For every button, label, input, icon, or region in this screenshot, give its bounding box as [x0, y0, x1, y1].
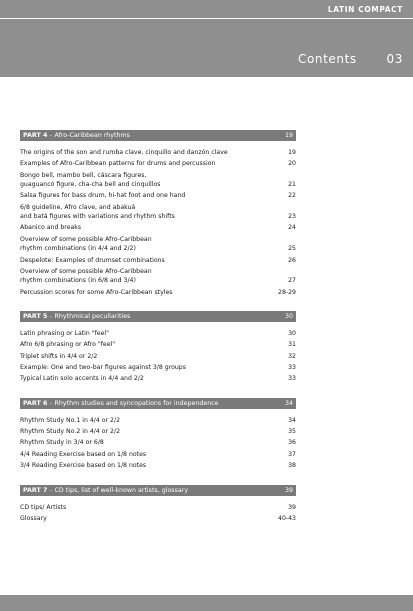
toc-entry-page: 35	[288, 428, 296, 436]
part-separator: –	[47, 313, 55, 321]
part-name: Rhythm studies and syncopations for independence	[54, 399, 219, 407]
toc-entry-page: 37	[288, 450, 296, 458]
toc-entry[interactable]	[20, 267, 296, 286]
page-title: Contents	[298, 52, 357, 66]
toc-entry-title: Triplet shifts in 4/4 or 2/2	[20, 352, 98, 360]
part-number: PART 6	[23, 399, 48, 407]
toc-entry-title: CD tips/ Artists	[20, 503, 67, 511]
page-footer	[0, 595, 413, 611]
toc-entry[interactable]	[20, 171, 296, 190]
toc-section	[20, 130, 296, 297]
toc-entry-page: 21	[288, 181, 296, 189]
part-title	[23, 132, 130, 139]
part-title	[23, 313, 130, 320]
toc-entry-page: 25	[288, 245, 296, 253]
toc-entry-page: 30	[288, 330, 296, 338]
page-header	[0, 0, 413, 77]
toc-entry-page: 22	[288, 192, 296, 200]
toc-entry-title: Rhythm Study in 3/4 or 6/8	[20, 439, 104, 447]
part-number: PART 5	[23, 313, 48, 321]
toc-entry[interactable]	[20, 503, 296, 513]
toc-section	[20, 311, 296, 384]
toc-entry-title: 6/8 guideline, Afro clave, and abakuá and batá figures with variations and rhythm shifts	[20, 203, 175, 221]
part-separator: –	[47, 132, 55, 139]
toc-entry[interactable]	[20, 427, 296, 437]
part-number: PART 4	[23, 132, 48, 139]
part-page-number: 30	[284, 313, 293, 321]
toc-entry[interactable]	[20, 514, 296, 524]
toc-entry[interactable]	[20, 191, 296, 201]
part-name: CD tips, list of well-known artists, glossary	[54, 486, 189, 494]
part-header	[20, 485, 296, 496]
toc-entry-page: 33	[288, 375, 296, 383]
toc-entry[interactable]	[20, 461, 296, 471]
toc-entry[interactable]	[20, 438, 296, 448]
toc-entry-title: Bongo bell, mambo bell, cáscara figures, guaguancó figure, cha-cha bell and cinquillos	[20, 171, 161, 189]
toc-entry-page: 28-29	[278, 288, 296, 296]
toc-entry-page: 24	[288, 224, 296, 232]
toc-entry[interactable]	[20, 203, 296, 222]
part-title	[23, 487, 188, 494]
part-name: Afro-Caribbean rhythms	[54, 132, 130, 139]
toc-entry-title: Rhythm Study No.2 in 4/4 or 2/2	[20, 428, 121, 436]
toc-entry[interactable]	[20, 363, 296, 373]
toc-entry-title: Rhythm Study No.1 in 4/4 or 2/2	[20, 416, 121, 424]
book-title: LATIN COMPACT	[327, 5, 403, 14]
toc-entry-title: Overview of some possible Afro-Caribbean rhythm combinations (in 4/4 and 2/2)	[20, 235, 152, 253]
toc-entry-title: Latin phrasing or Latin "feel"	[20, 330, 109, 338]
toc-entry[interactable]	[20, 148, 296, 158]
part-page-number: 39	[284, 486, 293, 494]
toc-entry[interactable]	[20, 235, 296, 254]
toc-section	[20, 398, 296, 471]
toc-entry-page: 27	[288, 277, 296, 285]
toc-entry-title: Abanico and breaks	[20, 224, 82, 232]
toc-entry[interactable]	[20, 223, 296, 233]
toc-entry-page: 36	[288, 439, 296, 447]
toc-entry-page: 31	[288, 341, 296, 349]
toc-entry-title: The origins of the son and rumba clave, cinquillo and danzón clave	[20, 149, 228, 156]
toc-entry[interactable]	[20, 329, 296, 339]
page-number: 03	[386, 52, 403, 66]
toc-entry[interactable]	[20, 340, 296, 350]
toc-section	[20, 485, 296, 524]
toc-entry-page: 32	[288, 352, 296, 360]
toc-entry[interactable]	[20, 374, 296, 384]
toc-entry[interactable]	[20, 450, 296, 460]
table-of-contents	[20, 130, 296, 537]
toc-entry-page: 20	[288, 160, 296, 168]
toc-entry[interactable]	[20, 159, 296, 169]
toc-entry-title: 4/4 Reading Exercise based on 1/8 notes	[20, 450, 147, 458]
toc-entry-page: 23	[288, 213, 296, 221]
toc-entry-title: Example: One and two-bar figures against 3/8 groups	[20, 364, 186, 372]
part-page-number: 19	[284, 132, 293, 139]
toc-entry[interactable]	[20, 256, 296, 266]
toc-entry-title: Salsa figures for bass drum, hi-hat foot and one hand	[20, 192, 186, 200]
part-title	[23, 400, 219, 407]
part-separator: –	[47, 399, 55, 407]
toc-entry[interactable]	[20, 352, 296, 362]
toc-entry-page: 19	[288, 149, 296, 156]
toc-entry-page: 26	[288, 256, 296, 264]
toc-entry-page: 34	[288, 416, 296, 424]
toc-entry-page: 33	[288, 364, 296, 372]
part-header	[20, 311, 296, 322]
toc-entry[interactable]	[20, 416, 296, 426]
toc-entry-page: 38	[288, 462, 296, 470]
toc-entry-title: Despelote: Examples of drumset combinations	[20, 256, 165, 264]
toc-entry-title: Percussion scores for some Afro-Caribbean styles	[20, 288, 173, 296]
part-number: PART 7	[23, 486, 48, 494]
header-divider	[0, 18, 413, 19]
toc-entry-title: Typical Latin solo accents in 4/4 and 2/2	[20, 375, 144, 383]
toc-entry-page: 39	[288, 503, 296, 511]
toc-entry-title: Glossary	[20, 514, 47, 522]
toc-entry-title: 3/4 Reading Exercise based on 1/8 notes	[20, 462, 147, 470]
part-page-number: 34	[284, 399, 293, 407]
part-name: Rhythmical peculiarities	[54, 313, 131, 321]
part-header	[20, 398, 296, 409]
toc-entry-page: 40-43	[278, 514, 296, 522]
part-separator: –	[47, 486, 55, 494]
toc-entry-title: Overview of some possible Afro-Caribbean rhythm combinations (in 6/8 and 3/4)	[20, 267, 152, 285]
toc-entry-title: Examples of Afro-Caribbean patterns for drums and percussion	[20, 160, 216, 168]
toc-entry-title: Afro 6/8 phrasing or Afro "feel"	[20, 341, 116, 349]
toc-entry[interactable]	[20, 288, 296, 298]
part-header	[20, 130, 296, 141]
